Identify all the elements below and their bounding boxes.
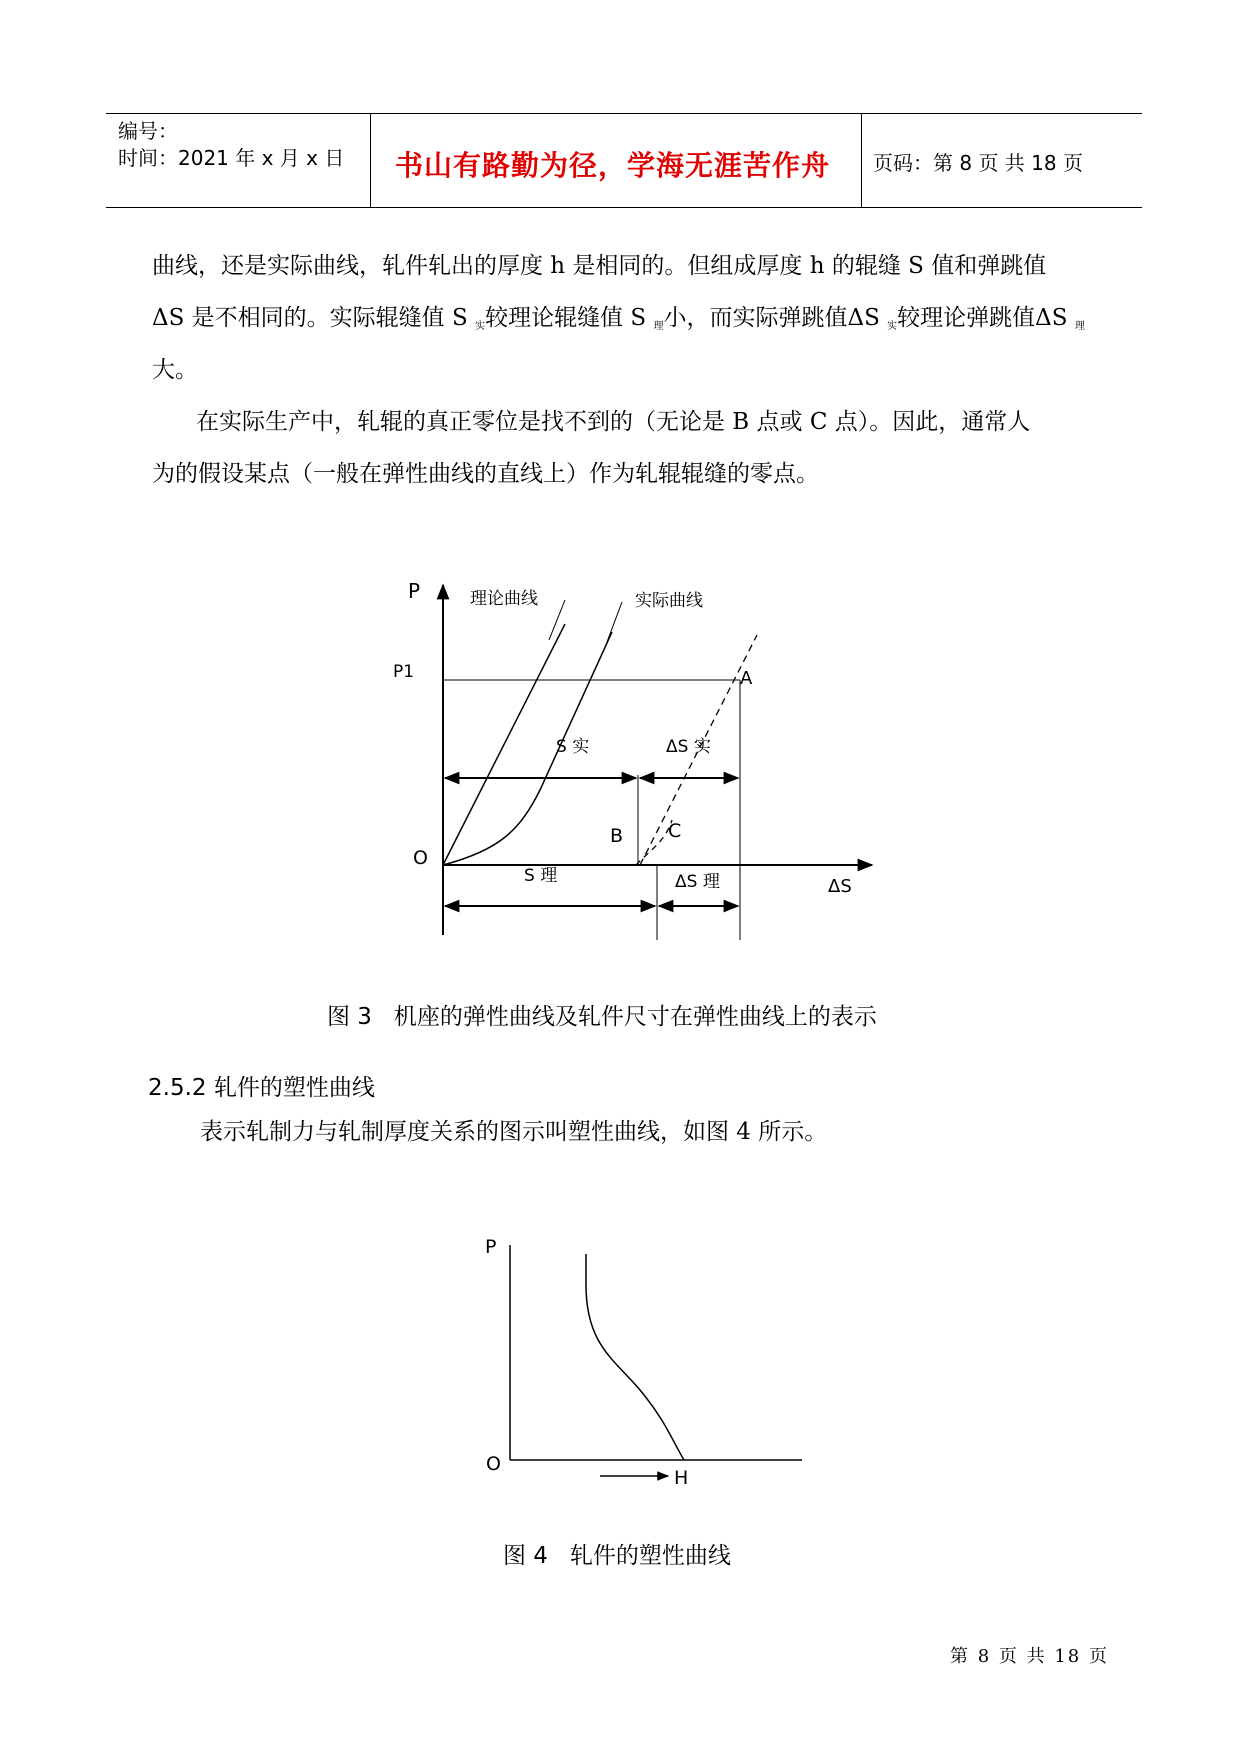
figure-3-caption: 图 3 机座的弹性曲线及轧件尺寸在弹性曲线上的表示: [327, 1004, 877, 1030]
fig3-dashed-curve: [636, 820, 672, 865]
subscript-shi-2: 实: [887, 321, 898, 332]
fig3-label-c: C: [668, 820, 682, 842]
paragraph-2-line-1: 在实际生产中，轧辊的真正零位是找不到的（无论是 B 点或 C 点）。因此，通常人: [196, 409, 1031, 435]
fig3-label-ds-shi: ΔS 实: [666, 737, 711, 757]
fig3-label-actual: 实际曲线: [635, 591, 703, 611]
serial-number-label: 编号：: [118, 119, 178, 143]
fig3-label-b: B: [610, 825, 624, 847]
fig3-theory-curve: [443, 624, 565, 865]
header-divider-right: [861, 113, 862, 208]
fig3-label-ds-axis: ΔS: [828, 876, 852, 897]
fig3-label-s-li: S 理: [524, 866, 558, 886]
paragraph-1-line-1: 曲线，还是实际曲线，轧件轧出的厚度 h 是相同的。但组成厚度 h 的辊缝 S 值和弹跳值: [152, 253, 1047, 279]
section-heading: 2.5.2 轧件的塑性曲线: [148, 1075, 375, 1101]
fig4-label-p: P: [485, 1236, 497, 1258]
paragraph-1-line-3: 大。: [152, 357, 198, 383]
p1-l2-part-a: ΔS 是不相同的。实际辊缝值 S: [152, 305, 476, 331]
p1-l2-part-b: 较理论辊缝值 S: [485, 305, 654, 331]
fig3-label-o: O: [413, 847, 428, 869]
fig3-label-p1: P1: [393, 662, 415, 682]
subscript-li-2: 理: [1074, 321, 1085, 332]
fig3-label-a: A: [740, 668, 753, 689]
fig3-actual-leader: [607, 602, 622, 642]
p1-l2-part-d: 较理论弹跳值ΔS: [897, 305, 1075, 331]
footer-page-number: 第 8 页 共 18 页: [950, 1646, 1109, 1667]
figure-4-caption: 图 4 轧件的塑性曲线: [503, 1543, 731, 1569]
header-motto: 书山有路勤为径，学海无涯苦作舟: [395, 149, 831, 182]
fig4-plastic-curve: [586, 1254, 684, 1460]
figure-3-elastic-curve-diagram: [380, 560, 900, 940]
fig3-label-ds-li: ΔS 理: [675, 872, 720, 892]
header-top-rule: [106, 113, 1142, 114]
figure-4-plastic-curve-diagram: [470, 1230, 810, 1485]
fig3-label-p: P: [408, 579, 421, 603]
header-divider-left: [370, 113, 371, 208]
date-label: 时间：2021 年 x 月 x 日: [118, 146, 345, 170]
p1-l2-part-c: 小，而实际弹跳值ΔS: [663, 305, 888, 331]
fig4-label-h: H: [674, 1467, 689, 1485]
fig4-label-o: O: [486, 1453, 501, 1475]
fig3-label-s-shi: S 实: [556, 737, 590, 757]
header-page-number: 页码：第 8 页 共 18 页: [873, 151, 1083, 175]
header-bottom-rule: [106, 207, 1142, 208]
fig3-label-theory: 理论曲线: [470, 589, 538, 609]
section-paragraph: 表示轧制力与轧制厚度关系的图示叫塑性曲线，如图 4 所示。: [200, 1119, 828, 1145]
paragraph-2-line-2: 为的假设某点（一般在弹性曲线的直线上）作为轧辊辊缝的零点。: [152, 461, 819, 487]
subscript-shi: 实: [475, 321, 486, 332]
subscript-li: 理: [653, 321, 664, 332]
fig3-theory-leader: [549, 600, 565, 640]
paragraph-1-line-2: [152, 292, 1085, 353]
